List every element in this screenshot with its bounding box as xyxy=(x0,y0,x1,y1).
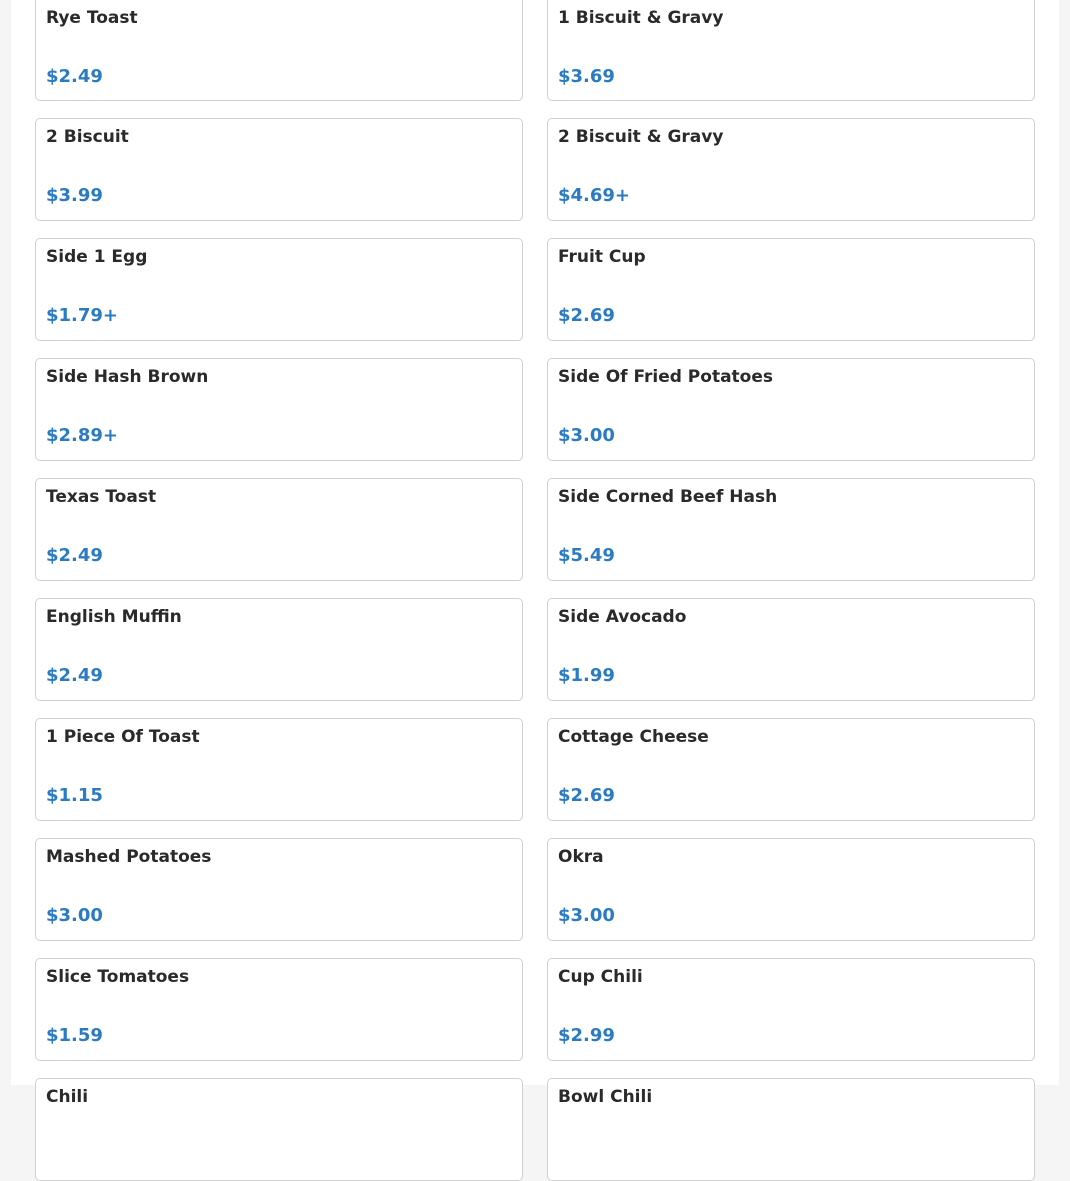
menu-item-card[interactable] xyxy=(547,838,1035,941)
menu-item-card[interactable] xyxy=(35,718,523,821)
menu-item-price: $2.49 xyxy=(46,665,103,686)
menu-item-card[interactable] xyxy=(547,0,1035,101)
menu-item-name: Bowl Chili xyxy=(558,1087,653,1107)
menu-item-price: $3.00 xyxy=(46,905,103,926)
menu-item-price: $3.99 xyxy=(46,185,103,206)
menu-item-card[interactable] xyxy=(35,358,523,461)
menu-item-card[interactable] xyxy=(35,238,523,341)
menu-item-price: $3.69 xyxy=(558,66,615,87)
menu-item-name: Side Corned Beef Hash xyxy=(558,487,778,507)
menu-item-card[interactable] xyxy=(35,838,523,941)
menu-item-card[interactable] xyxy=(35,598,523,701)
menu-item-price: $2.99 xyxy=(558,1025,615,1046)
menu-item-name: Side Avocado xyxy=(558,607,687,627)
menu-item-name: 2 Biscuit & Gravy xyxy=(558,127,724,147)
menu-item-price: $2.69 xyxy=(558,785,615,806)
menu-item-name: Mashed Potatoes xyxy=(46,847,212,867)
menu-item-card[interactable] xyxy=(547,1078,1035,1181)
menu-item-price: $1.99 xyxy=(558,665,615,686)
menu-item-card[interactable] xyxy=(35,0,523,101)
menu-item-card[interactable] xyxy=(547,718,1035,821)
menu-item-price: $2.69 xyxy=(558,305,615,326)
menu-item-name: Cottage Cheese xyxy=(558,727,709,747)
menu-item-price: $2.49 xyxy=(46,545,103,566)
menu-item-card[interactable] xyxy=(35,1078,523,1181)
menu-item-card[interactable] xyxy=(547,118,1035,221)
menu-item-name: Side 1 Egg xyxy=(46,247,148,267)
menu-item-price: $1.59 xyxy=(46,1025,103,1046)
menu-item-name: Okra xyxy=(558,847,604,867)
menu-item-name: Chili xyxy=(46,1087,89,1107)
menu-item-name: Texas Toast xyxy=(46,487,157,507)
menu-item-price: $2.89+ xyxy=(46,425,119,446)
menu-item-card[interactable] xyxy=(35,958,523,1061)
menu-page xyxy=(11,0,1059,1107)
menu-item-grid xyxy=(35,0,1034,1181)
menu-item-card[interactable] xyxy=(547,958,1035,1061)
menu-item-name: Rye Toast xyxy=(46,8,138,28)
menu-item-card[interactable] xyxy=(547,478,1035,581)
menu-item-price: $1.79+ xyxy=(46,305,119,326)
menu-item-name: 1 Biscuit & Gravy xyxy=(558,8,724,28)
menu-item-price: $4.69+ xyxy=(558,185,631,206)
menu-item-name: Side Of Fried Potatoes xyxy=(558,367,773,387)
menu-item-name: Fruit Cup xyxy=(558,247,646,267)
menu-item-card[interactable] xyxy=(547,358,1035,461)
menu-item-price: $5.49 xyxy=(558,545,615,566)
menu-item-name: Cup Chili xyxy=(558,967,643,987)
menu-item-name: Side Hash Brown xyxy=(46,367,209,387)
menu-item-name: 1 Piece Of Toast xyxy=(46,727,200,747)
menu-item-card[interactable] xyxy=(547,598,1035,701)
menu-item-name: English Muffin xyxy=(46,607,182,627)
menu-item-price: $3.00 xyxy=(558,905,615,926)
menu-item-name: 2 Biscuit xyxy=(46,127,129,147)
menu-item-card[interactable] xyxy=(547,238,1035,341)
menu-item-price: $1.15 xyxy=(46,785,103,806)
menu-item-card[interactable] xyxy=(35,478,523,581)
menu-item-price: $3.00 xyxy=(558,425,615,446)
menu-item-name: Slice Tomatoes xyxy=(46,967,190,987)
menu-item-card[interactable] xyxy=(35,118,523,221)
menu-item-price: $2.49 xyxy=(46,66,103,87)
